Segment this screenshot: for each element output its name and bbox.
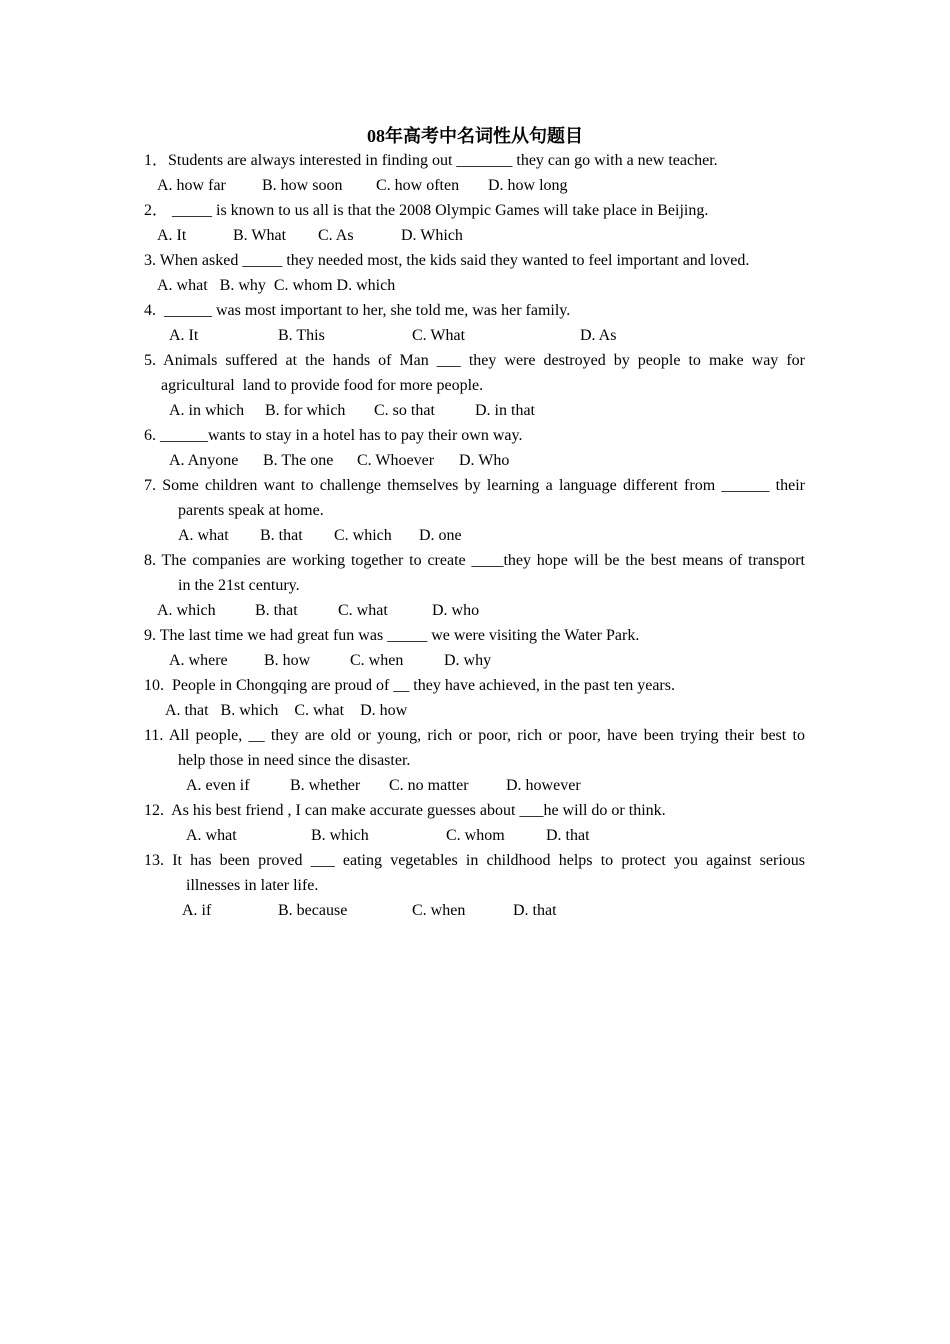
option-b: B. how soon [262, 177, 343, 194]
question-6-stem: 6. ______wants to stay in a hotel has to pay their own way. [144, 427, 523, 444]
option-b: B. how [264, 652, 311, 669]
option-b: B. This [278, 327, 325, 344]
question-3-options: A. what B. why C. whom D. which [157, 277, 396, 294]
option-a: A. Anyone [169, 452, 239, 469]
question-8-stem-line-1: 8. The companies are working together to create ____they hope will be the best means of transport [144, 552, 805, 569]
option-b: B. because [278, 902, 348, 919]
question-5-stem-line-1: 5. Animals suffered at the hands of Man ___ they were destroyed by people to make way for [144, 352, 805, 369]
option-c: C. no matter [389, 777, 469, 794]
option-c: C. What [412, 327, 466, 344]
option-c: C. so that [374, 402, 435, 419]
option-c: C. when [412, 902, 466, 919]
question-13-stem-line-1: 13. It has been proved ___ eating vegetables in childhood helps to protect you against serious [144, 852, 805, 869]
option-b: B. for which [265, 402, 346, 419]
question-11-stem-line-2: help those in need since the disaster. [178, 752, 411, 769]
option-a: A. where [169, 652, 228, 669]
option-b: B. whether [290, 777, 361, 794]
option-a: A. if [182, 902, 212, 919]
option-c: C. when [350, 652, 404, 669]
question-4-stem: 4. ______ was most important to her, she told me, was her family. [144, 302, 571, 319]
option-d: D. that [513, 902, 557, 919]
option-d: D. one [419, 527, 462, 544]
option-d: D. how long [488, 177, 568, 194]
option-b: B. What [233, 227, 287, 244]
option-d: D. Who [459, 452, 510, 469]
question-11-stem-line-1: 11. All people, __ they are old or young, rich or poor, rich or poor, have been trying their best to [144, 727, 805, 744]
option-a: A. how far [157, 177, 226, 194]
option-b: B. The one [263, 452, 334, 469]
option-d: D. that [546, 827, 590, 844]
option-a: A. which [157, 602, 216, 619]
question-3-stem: 3. When asked _____ they needed most, the kids said they wanted to feel important and loved. [144, 252, 750, 269]
option-c: C. which [334, 527, 392, 544]
question-1-stem: 1．Students are always interested in finding out _______ they can go with a new teacher. [144, 152, 718, 169]
question-5-stem-line-2: agricultural land to provide food for more people. [161, 377, 484, 394]
option-d: D. however [506, 777, 581, 794]
option-d: D. why [444, 652, 492, 669]
option-c: C. how often [376, 177, 460, 194]
question-8-stem-line-2: in the 21st century. [178, 577, 300, 594]
option-a: A. what [178, 527, 229, 544]
question-7-stem-line-2: parents speak at home. [178, 502, 324, 519]
question-9-stem: 9. The last time we had great fun was _____ we were visiting the Water Park. [144, 627, 640, 644]
option-d: D. Which [401, 227, 463, 244]
question-10-stem: 10. People in Chongqing are proud of __ they have achieved, in the past ten years. [144, 677, 675, 694]
option-d: D. who [432, 602, 480, 619]
option-c: C. Whoever [357, 452, 435, 469]
document-title: 08年高考中名词性从句题目 [367, 126, 583, 146]
option-c: C. what [338, 602, 388, 619]
option-a: A. It [157, 227, 187, 244]
option-c: C. whom [446, 827, 505, 844]
option-a: A. even if [186, 777, 250, 794]
option-b: B. that [260, 527, 303, 544]
option-d: D. in that [475, 402, 535, 419]
option-b: B. which [311, 827, 369, 844]
option-a: A. It [169, 327, 199, 344]
question-7-stem-line-1: 7. Some children want to challenge themselves by learning a language different from ______ their [144, 477, 805, 494]
question-10-options: A. that B. which C. what D. how [165, 702, 408, 719]
option-c: C. As [318, 227, 354, 244]
option-a: A. what [186, 827, 237, 844]
option-a: A. in which [169, 402, 245, 419]
option-b: B. that [255, 602, 298, 619]
question-12-stem: 12. As his best friend , I can make accurate guesses about ___he will do or think. [144, 802, 666, 819]
question-13-stem-line-2: illnesses in later life. [186, 877, 319, 894]
question-2-stem: 2． _____ is known to us all is that the 2008 Olympic Games will take place in Beijing. [144, 202, 709, 219]
option-d: D. As [580, 327, 617, 344]
